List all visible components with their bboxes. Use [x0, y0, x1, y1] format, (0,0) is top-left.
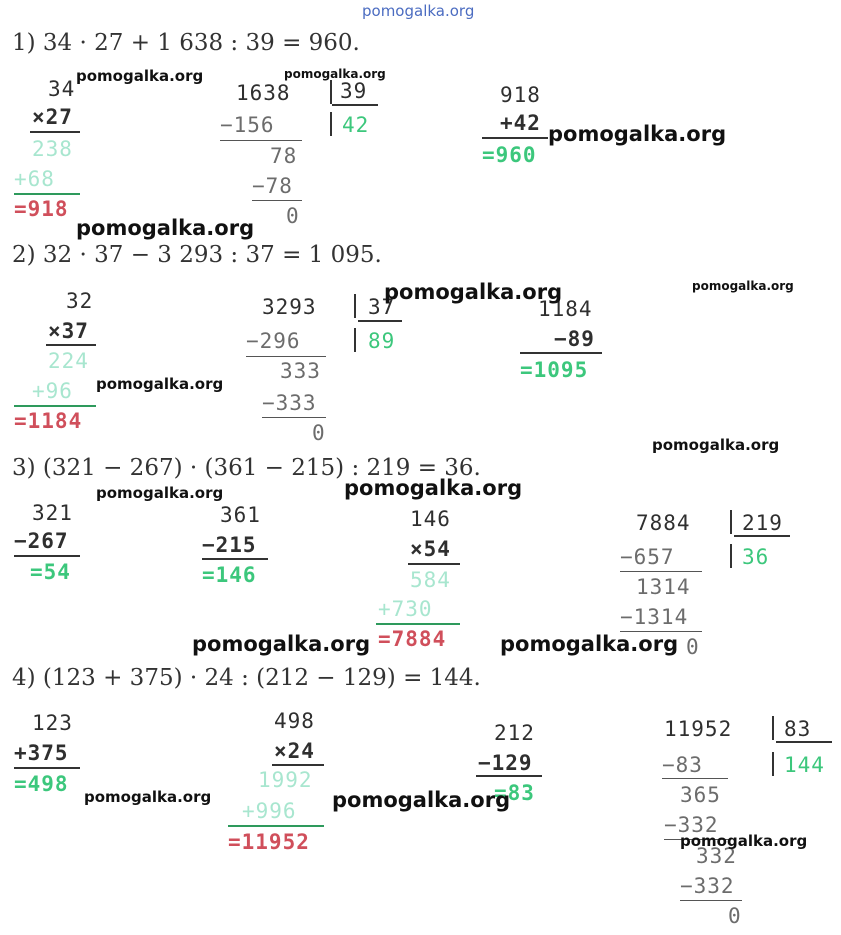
p4-div-underline	[776, 741, 832, 743]
p3-div-line1	[620, 571, 702, 572]
p4-div-divisor: 83	[784, 717, 812, 741]
watermark-top[interactable]: pomogalka.org	[362, 2, 475, 20]
watermark: pomogalka.org	[192, 632, 371, 656]
p4-mult-line	[272, 764, 324, 766]
watermark: pomogalka.org	[284, 67, 386, 81]
p1-div-r1: 78	[270, 144, 298, 168]
p1-div-line2	[252, 200, 302, 201]
watermark: pomogalka.org	[332, 788, 511, 812]
p4-mult-b: ×24	[274, 739, 315, 763]
p4-sub-line	[476, 775, 542, 777]
p1-mult-line	[30, 131, 80, 133]
p1-div-line1	[220, 140, 302, 141]
p2-mult-p2: +96	[32, 379, 73, 403]
p2-sub-b: −89	[554, 327, 595, 351]
p3-div-s1: −657	[620, 545, 675, 569]
p3-mult-a: 146	[410, 507, 451, 531]
p4-div-bar1	[772, 716, 774, 740]
p3-div-divisor: 219	[742, 511, 783, 535]
watermark: pomogalka.org	[500, 632, 679, 656]
p3-mult-b: ×54	[410, 537, 451, 561]
p4-mult-res: =11952	[228, 830, 310, 854]
p4-div-s1: −83	[662, 753, 703, 777]
p4-mult-a: 498	[274, 709, 315, 733]
p3-mult-line	[408, 563, 460, 565]
p3-sub1-line	[14, 555, 80, 557]
p2-div-dividend: 3293	[262, 295, 317, 319]
p3-div-s2: −1314	[620, 605, 689, 629]
watermark: pomogalka.org	[84, 788, 212, 806]
watermark: pomogalka.org	[692, 279, 794, 293]
p3-mult-line2	[376, 623, 460, 625]
equation-2: 2) 32 · 37 − 3 293 : 37 = 1 095.	[12, 242, 382, 268]
p1-sum-b: +42	[500, 111, 541, 135]
p1-sum-res: =960	[482, 143, 537, 167]
p3-div-r1: 1314	[636, 575, 691, 599]
p4-div-r3: 0	[728, 904, 742, 928]
p4-div-dividend: 11952	[664, 717, 733, 741]
p3-div-bar2	[730, 544, 732, 568]
watermark: pomogalka.org	[680, 832, 808, 850]
p4-div-s2: −332	[664, 813, 719, 837]
p3-sub2-a: 361	[220, 503, 261, 527]
equation-1: 1) 34 · 27 + 1 638 : 39 = 960.	[12, 30, 360, 56]
p4-mult-line2	[228, 825, 324, 827]
p1-div-bar1	[330, 80, 332, 104]
p3-div-underline	[734, 535, 790, 537]
p2-mult-p1: 224	[48, 349, 89, 373]
p2-div-underline	[358, 320, 402, 322]
watermark: pomogalka.org	[344, 476, 523, 500]
watermark: pomogalka.org	[548, 122, 727, 146]
p3-div-bar1	[730, 510, 732, 534]
p1-mult-line2	[14, 193, 80, 195]
p2-div-r2: 0	[312, 421, 326, 445]
p3-sub1-res: =54	[30, 560, 71, 584]
p2-sub-a: 1184	[538, 297, 593, 321]
p1-sum-a: 918	[500, 83, 541, 107]
p2-div-quotient: 89	[368, 329, 396, 353]
watermark: pomogalka.org	[384, 280, 563, 304]
p3-sub1-a: 321	[32, 501, 73, 525]
p2-mult-line	[46, 344, 96, 346]
p2-sub-res: =1095	[520, 358, 589, 382]
p2-mult-b: ×37	[48, 319, 89, 343]
p1-sum-line	[482, 137, 548, 139]
p4-sum-b: +375	[14, 741, 69, 765]
p3-sub2-line	[202, 558, 268, 560]
p3-div-r2: 0	[686, 635, 700, 659]
p2-div-s1: −296	[246, 329, 301, 353]
p1-mult-p2: +68	[14, 167, 55, 191]
p4-sum-a: 123	[32, 711, 73, 735]
p1-div-underline	[332, 104, 378, 106]
p2-sub-line	[520, 352, 602, 354]
p1-div-s1: −156	[220, 113, 275, 137]
equation-3: 3) (321 − 267) · (361 − 215) : 219 = 36.	[12, 455, 481, 481]
p1-div-dividend: 1638	[236, 81, 291, 105]
p1-div-s2: −78	[252, 174, 293, 198]
p2-mult-res: =1184	[14, 409, 83, 433]
p3-sub2-res: =146	[202, 563, 257, 587]
p2-mult-line2	[14, 405, 96, 407]
p4-sum-line	[14, 767, 80, 769]
equation-4: 4) (123 + 375) · 24 : (212 − 129) = 144.	[12, 665, 481, 691]
p2-div-divisor: 37	[368, 295, 396, 319]
p4-div-r2: 332	[696, 844, 737, 868]
p3-sub1-b: −267	[14, 529, 69, 553]
p1-div-divisor: 39	[340, 79, 368, 103]
p3-mult-p1: 584	[410, 568, 451, 592]
p3-div-dividend: 7884	[636, 511, 691, 535]
watermark: pomogalka.org	[652, 436, 780, 454]
watermark: pomogalka.org	[96, 484, 224, 502]
p1-div-r2: 0	[286, 204, 300, 228]
p4-sum-res: =498	[14, 772, 69, 796]
p4-mult-p2: +996	[242, 799, 297, 823]
p1-mult-p1: 238	[32, 137, 73, 161]
watermark: pomogalka.org	[76, 67, 204, 85]
p2-div-bar2	[354, 328, 356, 352]
p1-div-bar2	[330, 112, 332, 136]
p4-div-line1	[662, 778, 728, 779]
p2-mult-a: 32	[66, 289, 94, 313]
p3-sub2-b: −215	[202, 533, 257, 557]
p1-mult-a: 34	[48, 77, 76, 101]
p4-sub-a: 212	[494, 721, 535, 745]
p1-mult-res: =918	[14, 197, 69, 221]
p1-mult-b: ×27	[32, 105, 73, 129]
p2-div-s2: −333	[262, 391, 317, 415]
p4-div-bar2	[772, 752, 774, 776]
p4-div-line3	[680, 900, 742, 901]
p4-mult-p1: 1992	[258, 768, 313, 792]
p2-div-bar1	[354, 294, 356, 318]
watermark: pomogalka.org	[96, 375, 224, 393]
p3-div-quotient: 36	[742, 545, 770, 569]
p4-sub-res: =83	[494, 781, 535, 805]
p2-div-r1: 333	[280, 359, 321, 383]
p4-div-quotient: 144	[784, 753, 825, 777]
p2-div-line1	[246, 356, 326, 357]
p4-div-r1: 365	[680, 783, 721, 807]
p1-div-quotient: 42	[342, 113, 370, 137]
p3-mult-p2: +730	[378, 597, 433, 621]
p2-div-line2	[262, 417, 326, 418]
p4-div-s3: −332	[680, 874, 735, 898]
p3-mult-res: =7884	[378, 627, 447, 651]
p4-sub-b: −129	[478, 751, 533, 775]
watermark: pomogalka.org	[76, 216, 255, 240]
